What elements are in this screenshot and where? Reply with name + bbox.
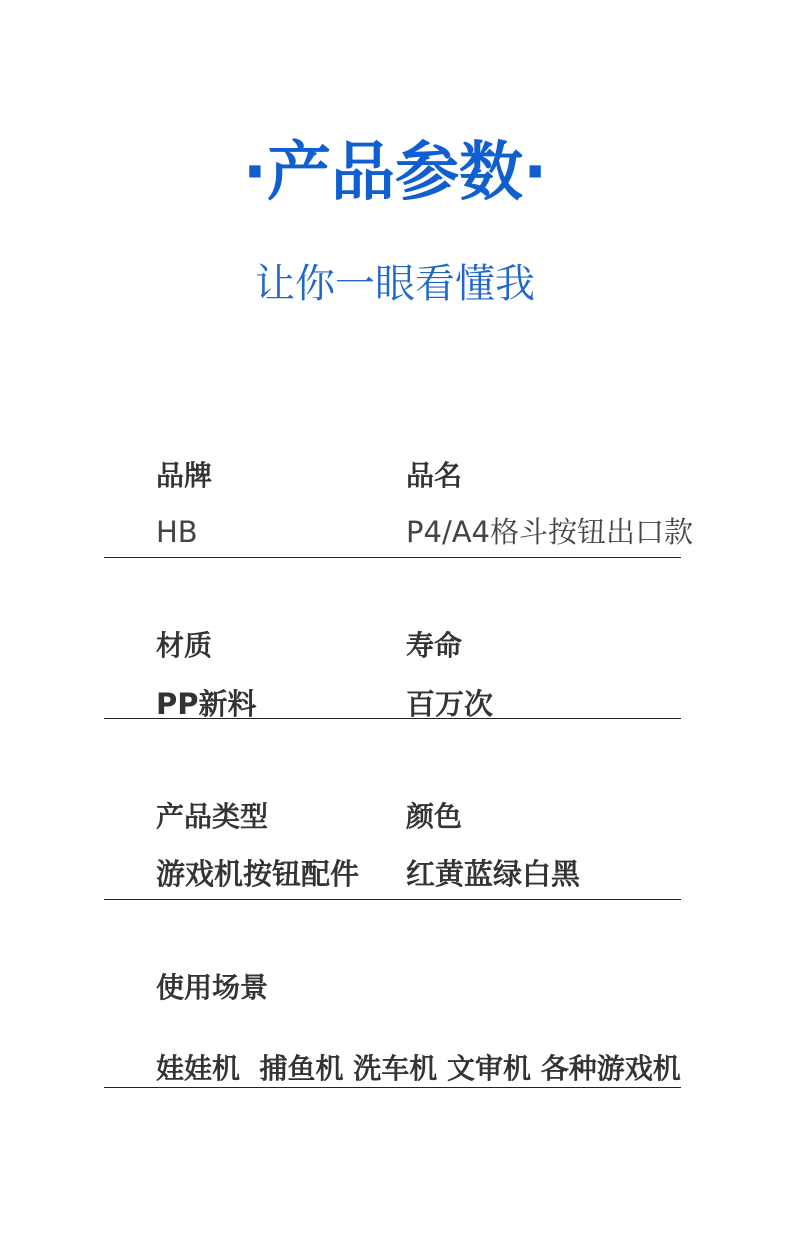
row-divider — [104, 1087, 681, 1088]
row-divider — [104, 718, 681, 719]
color-label: 颜色 — [406, 800, 463, 833]
row-divider — [104, 557, 681, 558]
page-title: ·产品参数· — [242, 136, 548, 210]
product-name-label: 品名 — [406, 459, 463, 492]
lifespan-label: 寿命 — [406, 629, 463, 662]
usage-value: 娃娃机 捕鱼机 洗车机 文审机 各种游戏机 — [156, 1052, 681, 1085]
usage-label: 使用场景 — [156, 971, 269, 1004]
row-divider — [104, 899, 681, 900]
page-subtitle: 让你一眼看懂我 — [255, 261, 535, 307]
material-label: 材质 — [156, 629, 213, 662]
material-value: PP新料 — [156, 687, 257, 721]
lifespan-value: 百万次 — [406, 687, 494, 721]
color-value: 红黄蓝绿白黑 — [406, 857, 581, 891]
product-type-value: 游戏机按钮配件 — [156, 857, 360, 891]
product-name-value: P4/A4格斗按钮出口款 — [406, 515, 693, 549]
brand-label: 品牌 — [156, 459, 213, 492]
brand-value: HB — [156, 515, 198, 549]
product-type-label: 产品类型 — [156, 800, 269, 833]
